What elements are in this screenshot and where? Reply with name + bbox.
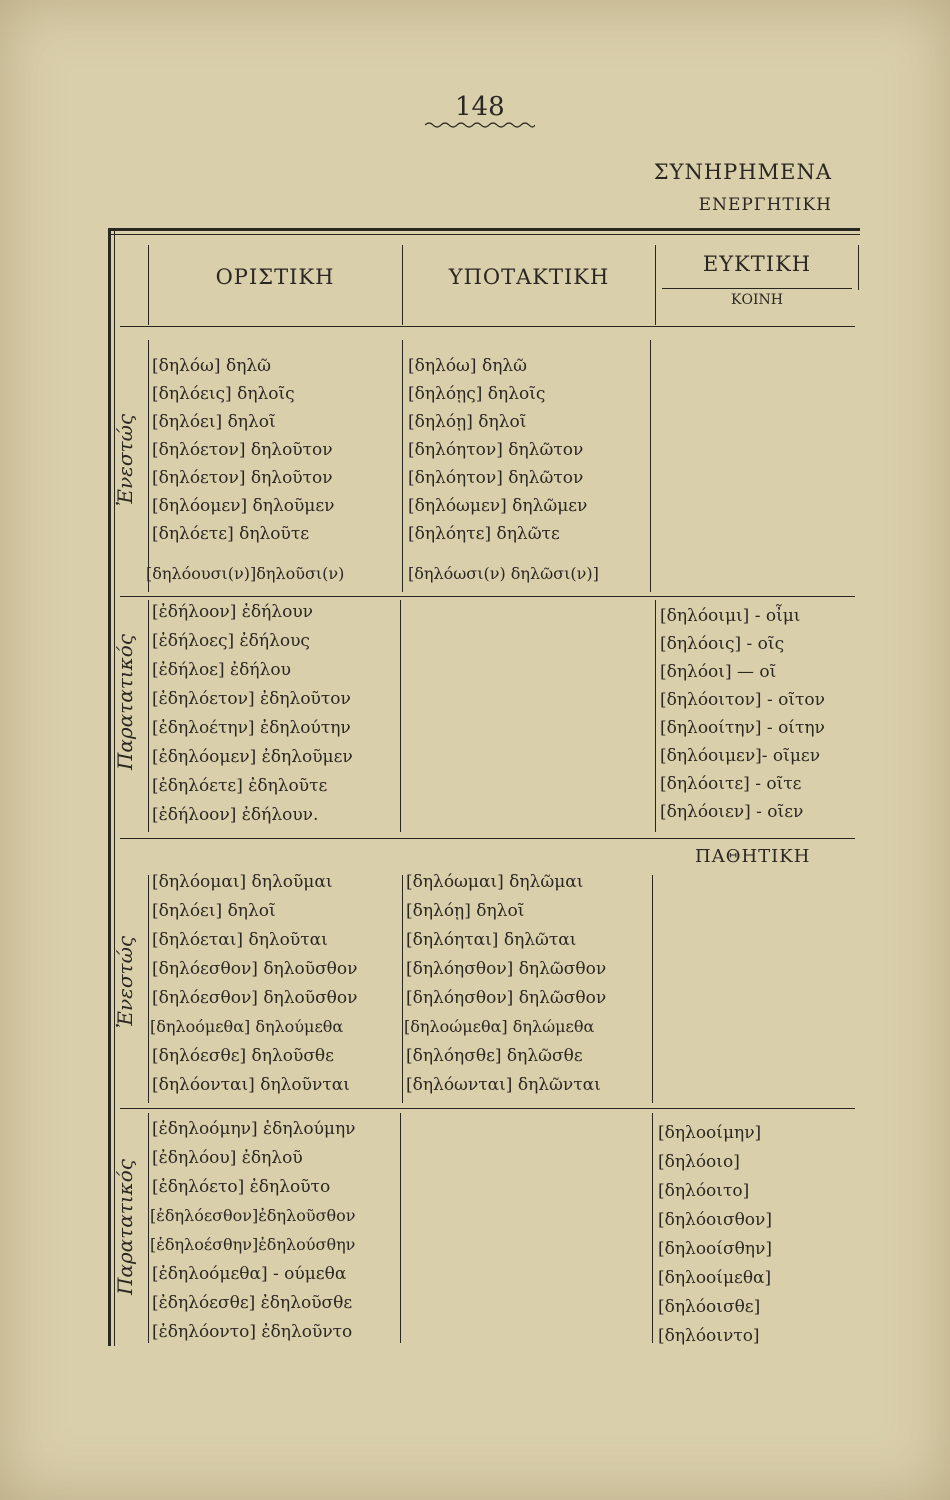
conjugation-form: [δηλόοισθε]: [658, 1297, 761, 1317]
conjugation-form: [δηλόεται] δηλοῦται: [152, 930, 328, 950]
col-divider-c3: [652, 875, 653, 1103]
conjugation-form: [δηλοοίμην]: [658, 1123, 762, 1143]
conjugation-form: [ἐδηλοόμεθα] - ούμεθα: [152, 1264, 347, 1284]
col-divider-b1: [148, 600, 149, 832]
col-divider-a3: [650, 340, 651, 592]
conjugation-form: [δηλόωμαι] δηλῶμαι: [406, 872, 584, 892]
table-top-rule-thin: [108, 234, 860, 235]
conjugation-form: [δηλοοίσθην]: [658, 1239, 772, 1259]
conjugation-form: [δηλόω] δηλῶ: [152, 356, 272, 376]
conjugation-form: [ἐδηλόετε] ἐδηλοῦτε: [152, 776, 328, 796]
active-imperfect-label: Παρατατικός: [113, 633, 137, 771]
conjugation-form: [ἐδηλόου] ἐδηλοῦ: [152, 1148, 303, 1168]
optative-head-rule: [662, 288, 852, 289]
col-divider-c2: [402, 875, 403, 1103]
conjugation-form: [δηλόωμεν] δηλῶμεν: [408, 496, 588, 516]
indicative-heading: ΟΡΙΣΤΙΚΗ: [215, 265, 335, 289]
page-number-ornament: [425, 120, 535, 130]
conjugation-form: [δηλόητον] δηλῶτον: [408, 468, 584, 488]
table-top-rule: [108, 228, 860, 231]
conjugation-form: [ἐδήλοε] ἐδήλου: [152, 660, 291, 680]
col-divider-a2: [402, 340, 403, 592]
conjugation-form: [δηλόοιεν] - οῖεν: [660, 802, 804, 822]
conjugation-form: [δηλοοίμεθα]: [658, 1268, 772, 1288]
col-divider-b2: [400, 600, 401, 832]
col-divider-a1: [148, 340, 149, 592]
conjugation-form: [ἐδηλόετο] ἐδηλοῦτο: [152, 1177, 331, 1197]
conjugation-form: [δηλοόμεθα] δηλούμεθα: [150, 1017, 344, 1036]
conjugation-form: [δηλόηται] δηλῶται: [406, 930, 577, 950]
section-subtitle: ΕΝΕΡΓΗΤΙΚΗ: [698, 195, 832, 215]
conjugation-form: [δηλόεσθον] δηλοῦσθον: [152, 959, 358, 979]
conjugation-form: [δηλόοισθον]: [658, 1210, 773, 1230]
conjugation-form: [δηλόεις] δηλοῖς: [152, 384, 295, 404]
conjugation-form: [δηλόησθον] δηλῶσθον: [406, 959, 607, 979]
conjugation-form: [ἐδήλοον] ἐδήλουν.: [152, 805, 319, 825]
col-divider-d2: [400, 1113, 401, 1343]
page-number: 148: [455, 92, 505, 122]
conjugation-form: [ἐδηλοέσθην]ἐδηλούσθην: [150, 1235, 356, 1254]
conjugation-form: [δηλόουσι(ν)]δηλοῦσι(ν): [146, 564, 345, 583]
header-bottom-rule: [120, 326, 855, 327]
active-imperfect-bottom-rule: [120, 838, 855, 839]
header-divider-4: [858, 245, 859, 290]
conjugation-form: [δηλόονται] δηλοῦνται: [152, 1075, 350, 1095]
table-left-border: [108, 228, 111, 1346]
header-divider-1: [148, 245, 149, 325]
conjugation-form: [δηλόεσθον] δηλοῦσθον: [152, 988, 358, 1008]
conjugation-form: [δηλόωσι(ν) δηλῶσι(ν)]: [408, 564, 599, 583]
active-present-bottom-rule: [120, 596, 855, 597]
conjugation-form: [ἐδήλοον] ἐδήλουν: [152, 602, 314, 622]
conjugation-form: [δηλόεσθε] δηλοῦσθε: [152, 1046, 334, 1066]
conjugation-form: [ἐδηλόεσθον]ἐδηλοῦσθον: [150, 1206, 356, 1225]
conjugation-form: [δηλόει] δηλοῖ: [152, 901, 276, 921]
conjugation-form: [δηλόοιμεν]- οῖμεν: [660, 746, 821, 766]
conjugation-form: [δηλόοις] - οῖς: [660, 634, 785, 654]
conjugation-form: [δηλόησθε] δηλῶσθε: [406, 1046, 583, 1066]
conjugation-form: [δηλοοίτην] - οίτην: [660, 718, 825, 738]
conjugation-form: [δηλόητον] δηλῶτον: [408, 440, 584, 460]
col-divider-b3: [655, 600, 656, 832]
conjugation-form: [ἐδηλοέτην] ἐδηλούτην: [152, 718, 351, 738]
active-present-label: Ἐνεστώς: [113, 413, 137, 507]
conjugation-form: [δηλόοιο]: [658, 1152, 740, 1172]
conjugation-form: [ἐδήλοες] ἐδήλους: [152, 631, 310, 651]
conjugation-form: [δηλόοιντο]: [658, 1326, 760, 1346]
header-divider-3: [655, 245, 656, 325]
conjugation-form: [δηλόοιτε] - οῖτε: [660, 774, 802, 794]
conjugation-form: [δηλόοιμι] - οἶμι: [660, 606, 801, 626]
conjugation-form: [δηλόῃ] δηλοῖ: [408, 412, 527, 432]
optative-heading: ΕΥΚΤΙΚΗ: [702, 252, 812, 276]
passive-imperfect-label: Παρατατικός: [113, 1158, 137, 1296]
col-divider-d1: [148, 1113, 149, 1343]
passive-present-bottom-rule: [120, 1108, 855, 1109]
conjugation-form: [δηλόῃς] δηλοῖς: [408, 384, 546, 404]
conjugation-form: [δηλόετον] δηλοῦτον: [152, 468, 333, 488]
conjugation-form: [ἐδηλόετον] ἐδηλοῦτον: [152, 689, 351, 709]
conjugation-form: [ἐδηλόεσθε] ἐδηλοῦσθε: [152, 1293, 353, 1313]
section-title: ΣΥΝΗΡΗΜΕΝΑ: [653, 160, 832, 184]
conjugation-form: [δηλόει] δηλοῖ: [152, 412, 276, 432]
conjugation-form: [δηλόωνται] δηλῶνται: [406, 1075, 601, 1095]
conjugation-form: [ἐδηλόοντο] ἐδηλοῦντο: [152, 1322, 353, 1342]
conjugation-form: [δηλόετε] δηλοῦτε: [152, 524, 310, 544]
conjugation-form: [δηλόοιτο]: [658, 1181, 750, 1201]
conjugation-form: [δηλόοιτον] - οῖτον: [660, 690, 825, 710]
optative-subheading: ΚΟΙΝΗ: [731, 292, 783, 308]
conjugation-form: [δηλόω] δηλῶ: [408, 356, 528, 376]
conjugation-form: [δηλόησθον] δηλῶσθον: [406, 988, 607, 1008]
col-divider-d3: [652, 1113, 653, 1343]
subjunctive-heading: ΥΠΟΤΑΚΤΙΚΗ: [448, 265, 610, 289]
conjugation-form: [δηλόομεν] δηλοῦμεν: [152, 496, 335, 516]
conjugation-form: [δηλόητε] δηλῶτε: [408, 524, 560, 544]
conjugation-form: [δηλόῃ] δηλοῖ: [406, 901, 525, 921]
col-divider-c1: [148, 875, 149, 1103]
passive-voice-heading: ΠΑΘΗΤΙΚΗ: [695, 846, 811, 867]
passive-present-label: Ἐνεστώς: [113, 935, 137, 1029]
conjugation-form: [δηλοώμεθα] δηλώμεθα: [404, 1017, 595, 1036]
conjugation-form: [δηλόομαι] δηλοῦμαι: [152, 872, 333, 892]
conjugation-form: [ἐδηλοόμην] ἐδηλούμην: [152, 1119, 356, 1139]
header-divider-2: [402, 245, 403, 325]
conjugation-form: [δηλόοι] — οῖ: [660, 662, 777, 682]
conjugation-form: [ἐδηλόομεν] ἐδηλοῦμεν: [152, 747, 353, 767]
conjugation-form: [δηλόετον] δηλοῦτον: [152, 440, 333, 460]
